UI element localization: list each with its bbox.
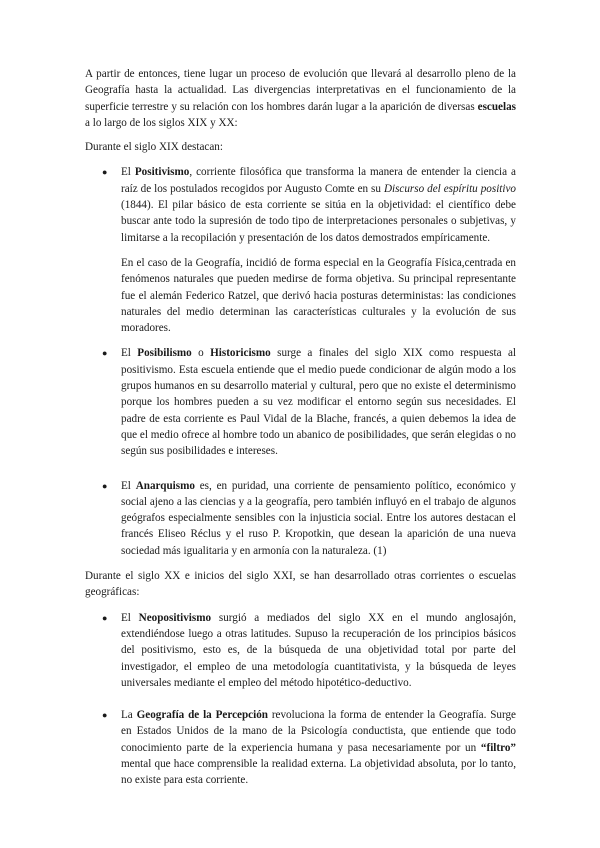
section-20-list [85,610,516,789]
positivismo-geografia-paragraph: En el caso de la Geografía, incidió de forma especial en la Geografía Física,centrada en fenómenos naturales que pueden medirse de forma objetiva. Su principal representante fue el alemán Federico Ratzel, que derivó hacia posturas deterministas: las condiciones naturales del medio determinan las características culturales y la evolución de sus moradores. [121,256,516,335]
intro-text-end: a lo largo de los siglos XIX y XX: [85,116,238,129]
bullet-icon: ● [102,348,108,359]
percepcion-term: Geografía de la Percepción [136,709,268,722]
percepcion-paragraph: La Geografía de la Percepción revoluciona la forma de entender la Geografía. Surge en Estados Unidos de la mano de la Psicología conductista, que entiende que todo conocimiento parte de la experiencia humana y pasa necesariamente por un “filtro” mental que hace comprensible la realidad externa. La objetividad absoluta, por lo tanto, no existe para esta corriente. [121,709,516,787]
anarquismo-term: Anarquismo [135,479,195,492]
discurso-title: Discurso del espíritu positivo [383,182,516,195]
neopositivismo-term: Neopositivismo [138,611,212,624]
list-item-posibilismo [85,345,516,459]
list-item-percepcion [85,707,516,788]
bullet-icon: ● [102,480,108,491]
historicismo-term: Historicismo [210,347,271,360]
positivismo-paragraph: El Positivismo, corriente filosófica que transforma la manera de entender la ciencia a raíz de los postulados recogidos por Augusto Comte en su Discurso del espíritu positivo (1844). El pilar básico de esta corriente se sitúa en la objetividad: el científico debe buscar ante todo la supresión de todo tipo de interpretaciones personales o subjetivas, y limitarse a la recopilación y presentación de los datos demostrados empíricamente. [121,166,516,244]
intro-bold-escuelas: escuelas [477,100,516,113]
list-item-neopositivismo [85,610,516,691]
posibilismo-term: Posibilismo [137,347,192,360]
posibilismo-paragraph: El Posibilismo o Historicismo surge a finales del siglo XIX como respuesta al positivismo. Esta escuela entiende que el medio puede condicionar de algún modo a los grupos humanos en su desarrollo material y cultural, pero que no existe el determinismo porque los hombres pueden a su vez modificar el entorno según sus necesidades. El padre de esta corriente es Paul Vidal de la Blache, francés, a quien debemos la idea de que el medio ofrece al hombre todo un abanico de posibilidades, que serán elegidas o no según sus posibilidades e intereses. [121,347,517,458]
neopositivismo-paragraph: El Neopositivismo surgió a mediados del siglo XX en el mundo anglosajón, extendiéndose luego a otras latitudes. Supuso la recuperación de los principios básicos del positivismo, esto es, de la búsqueda de una objetividad total por parte del investigador, el empleo de una metodología cuantitativista, y la búsqueda de leyes universales mediante el empleo del método hipotético-deductivo. [121,611,516,689]
intro-paragraph [85,66,516,131]
bullet-icon: ● [102,612,108,623]
bullet-icon: ● [102,167,108,178]
intro-text: A partir de entonces, tiene lugar un proceso de evolución que llevará al desarrollo pleno de la Geografía hasta la actualidad. Las divergencias interpretativas en el funcionamiento de la superficie terrestre y su relación con los hombres darán lugar a la aparición de diversas [85,68,516,113]
section-19-list [85,164,516,559]
filtro-term: “filtro” [480,741,516,754]
positivismo-term: Positivismo [134,166,190,179]
bullet-icon: ● [102,710,108,721]
section-20-heading: Durante el siglo XX e inicios del siglo XXI, se han desarrollado otras corrientes o escuelas geográficas: [85,570,516,599]
list-item-positivismo [85,164,516,336]
list-item-anarquismo [85,478,516,559]
section-19-heading: Durante el siglo XIX destacan: [85,141,223,154]
anarquismo-paragraph: El Anarquismo es, en puridad, una corriente de pensamiento político, económico y social ajeno a las ciencias y a la geografía, pero también influyó en el trabajo de algunos geógrafos especialmente sensibles con la injusticia social. Entre los autores destacan el francés Eliseo Réclus y el ruso P. Kropotkin, que desean la aparición de una nueva sociedad más igualitaria y en armonía con la naturaleza. (1) [121,479,517,557]
